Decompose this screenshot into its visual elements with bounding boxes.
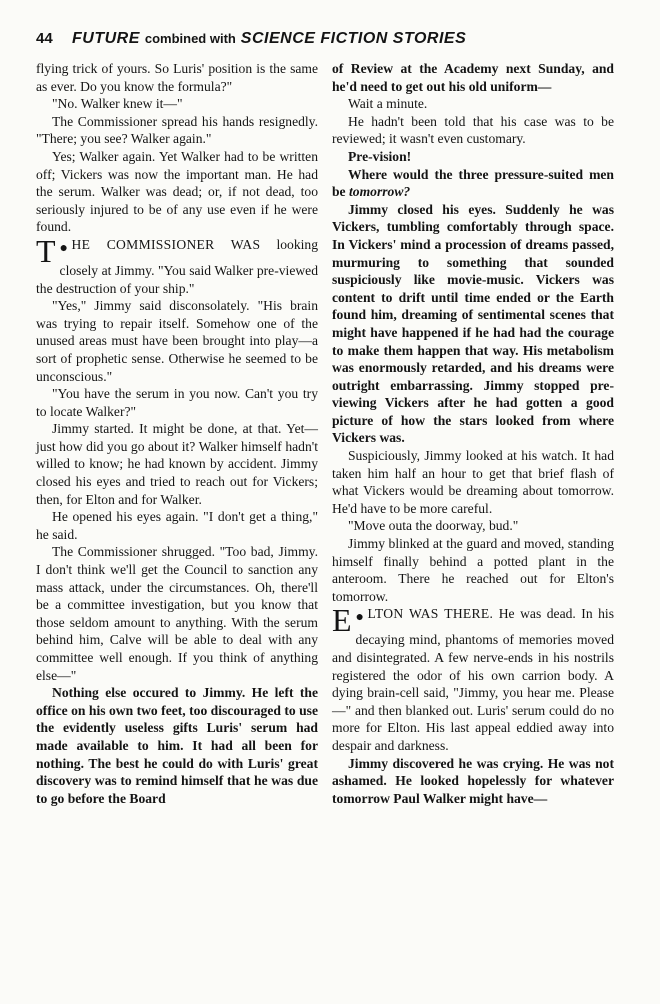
paragraph: Yes; Walker again. Yet Walker had to be written off; Vickers was now the important man. He had the serum. Walker was dead; or, if not dead, too seriously injured to be of any use even if he were found. xyxy=(36,148,318,235)
paragraph: "No. Walker knew it—" xyxy=(52,96,183,112)
paragraph: "You have the serum in you now. Can't you try to locate Walker?" xyxy=(36,386,318,419)
paragraph: He hadn't been told that his case was to be reviewed; it wasn't even customary. xyxy=(332,113,614,147)
paragraph: The Commissioner shrugged. "Too bad, Jimmy. I don't think we'll get the Council to sanction any mass attack, under the circumstances. Oh, there'll be a committee investigation, but you know that those seldom amount to anything. With the serum behind him, Calve will be able to deal with any committee well enough. If you think of anything else—" xyxy=(36,544,318,683)
paragraph: "Yes," Jimmy said disconsolately. "His brain was trying to repair itself. Somehow one of the unused areas must have been brought into play—a sort of prophetic sense. Otherwise he seemed to be unconscious." xyxy=(36,298,318,384)
paragraph: Jimmy started. It might be done, at that. Yet—just how did you go about it? Walker himself hadn't willed to know; he had known by accident. Jimmy closed his eyes and tried to reach out for Vickers; then, for Elton and for Walker. xyxy=(36,421,318,507)
paragraph: "Move outa the doorway, bud." xyxy=(348,518,519,534)
section-first-text: He was dead. In his decaying mind, phantoms of memories moved and disintegrated. A few nerve-ends in his nostrils registered the odor of his own carrion body. A dying brain-cell said, "Jimmy, you hear me. Please—" and then blanked out. Luris' serum could do no more for Elton. His last appeal eddied away into despair and darkness. xyxy=(332,606,614,753)
combined-with-text: combined with xyxy=(144,31,236,46)
section-opening xyxy=(332,602,614,754)
section-bullet-icon: ● xyxy=(355,610,365,626)
drop-cap: E xyxy=(332,602,352,639)
section-bullet-icon: ● xyxy=(59,240,69,256)
magazine-title xyxy=(72,30,466,48)
running-header xyxy=(36,30,630,60)
paragraph: Jimmy closed his eyes. Suddenly he was Vickers, tumbling comfortably through space. In Vickers' mind a procession of dreams passed, murmuring to something that sounded suspiciously like movie-music. Vickers was content to drift until time ended or the Earth found him, dreaming of sentimental scenes that might have happened if he had had the courage to make them happen that way. His metabolism was enormously retarded, and his dreams were outright embarrassing. Jimmy stopped pre-viewing Vickers after he had gotten a good picture of how the stars looked from where Vickers was. xyxy=(332,201,614,446)
drop-cap: T xyxy=(36,232,56,269)
paragraph: Wait a minute. xyxy=(348,96,428,112)
left-column xyxy=(36,60,318,807)
paragraph: Suspiciously, Jimmy looked at his watch. It had taken him half an hour to get that brief flash of what Vickers would be dreaming about tomorrow. He'd have to be more careful. xyxy=(332,448,614,516)
text-columns xyxy=(36,60,630,807)
section-opening xyxy=(36,232,319,297)
section-lead-in: LTON WAS THERE. xyxy=(367,606,494,622)
section-first-text: looking closely at Jimmy. "You said Walker pre-viewed the destruction of your ship." xyxy=(36,236,319,296)
right-column xyxy=(332,60,614,807)
paragraph: of Review at the Academy next Sunday, and he'd need to get out his old uniform— xyxy=(332,61,614,94)
paragraph: Jimmy blinked at the guard and moved, standing himself finally behind a potted plant in the anteroom. There he reached out for Elton's tomorrow. xyxy=(332,536,614,604)
paragraph: The Commissioner spread his hands resignedly. "There; you see? Walker again." xyxy=(36,113,318,147)
magazine-title-part2: SCIENCE FICTION STORIES xyxy=(240,30,467,47)
page-number: 44 xyxy=(36,30,53,47)
paragraph-text: Where would the three pressure-suited men be xyxy=(332,166,614,200)
magazine-title-part1: FUTURE xyxy=(72,30,140,47)
paragraph: flying trick of yours. So Luris' position is the same as ever. Do you know the formula?" xyxy=(36,61,318,94)
paragraph xyxy=(332,166,614,201)
paragraph: Pre-vision! xyxy=(348,148,412,164)
section-lead-in: HE COMMISSIONER WAS xyxy=(71,236,261,252)
emphasis-text: tomorrow? xyxy=(349,184,411,200)
paragraph: Nothing else occured to Jimmy. He left the office on his own two feet, too discouraged to use the evidently useless gifts Luris' serum had made available to him. It had all been for nothing. The best he could do with Luris' great discovery was to remind himself that he was due to go before the Board xyxy=(36,685,318,806)
paragraph: Jimmy discovered he was crying. He was not ashamed. He looked hopelessly for whatever tomorrow Paul Walker might have— xyxy=(332,755,614,806)
paragraph: He opened his eyes again. "I don't get a thing," he said. xyxy=(36,509,318,542)
